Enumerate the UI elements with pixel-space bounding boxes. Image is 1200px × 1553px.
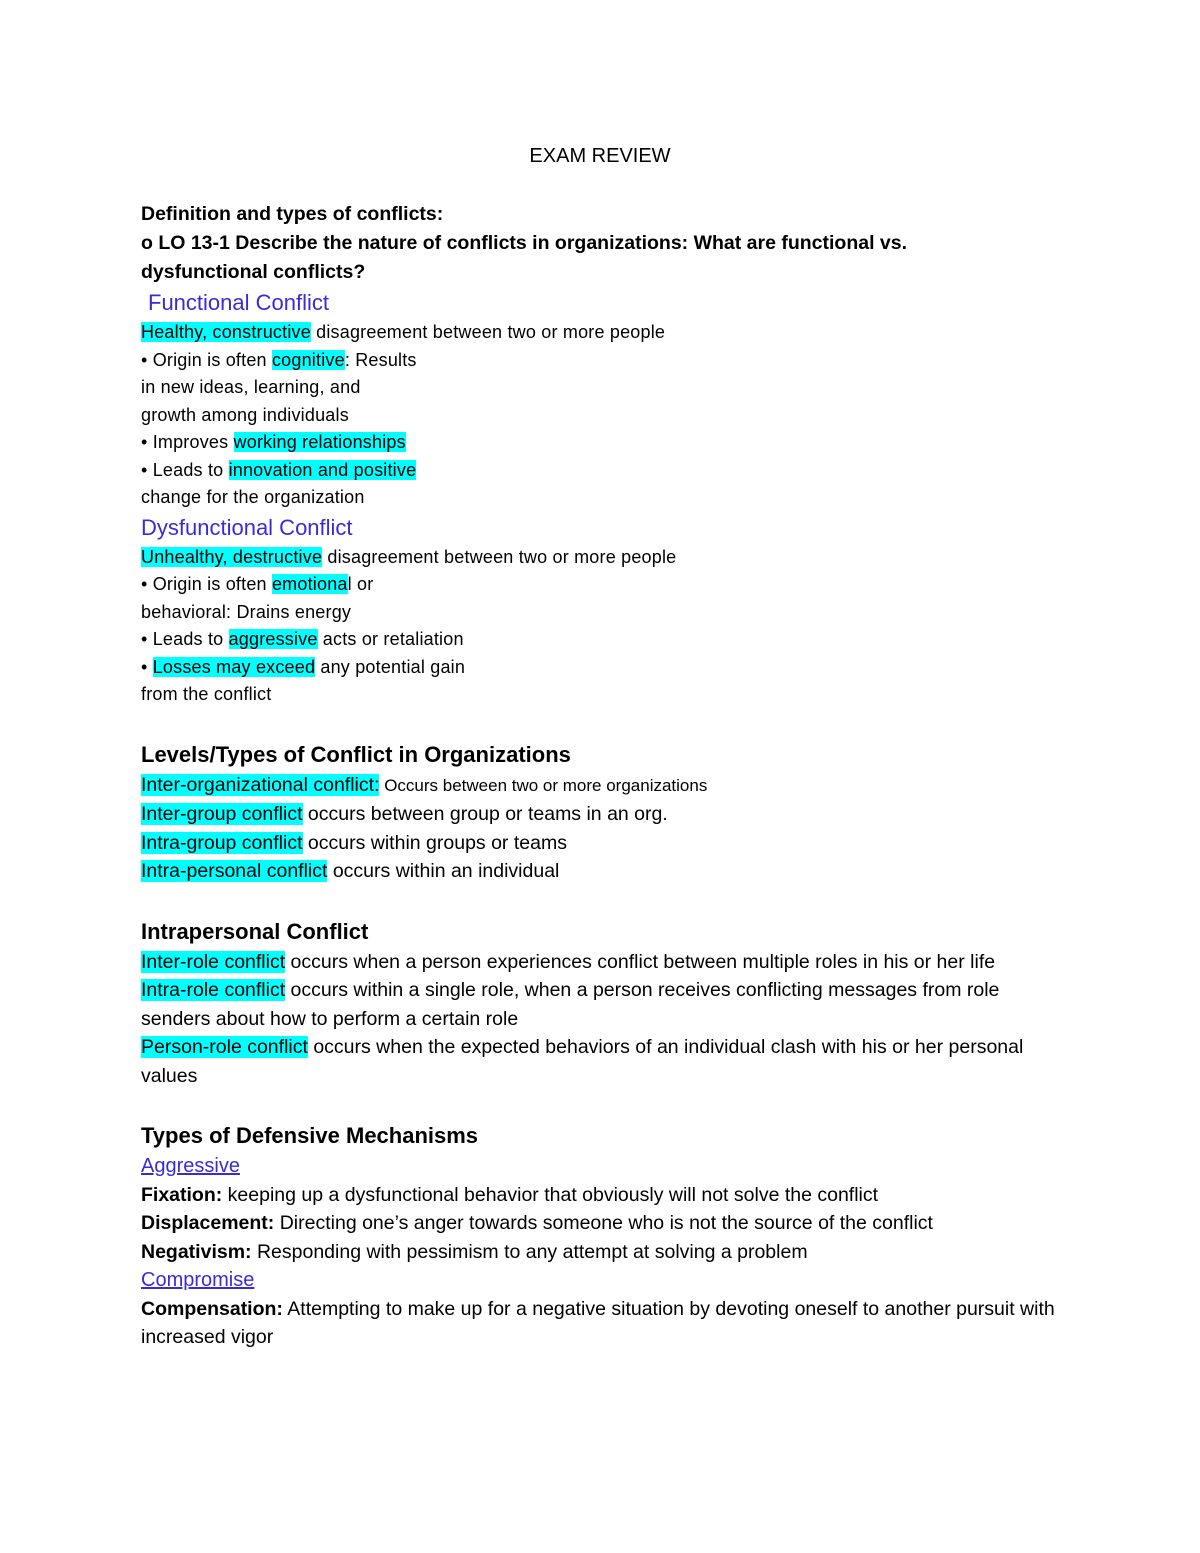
defense-item: Negativism: Responding with pessimism to any attempt at solving a problem — [141, 1240, 808, 1263]
highlight: aggressive — [228, 629, 318, 649]
learning-objective-line-1: o LO 13-1 Describe the nature of conflicts in organizations: What are functional vs. — [141, 232, 908, 254]
highlight: Unhealthy, destructive — [141, 546, 323, 567]
functional-definition: Healthy, constructive disagreement between two or more people — [141, 322, 666, 342]
functional-bullet-origin: • Origin is often cognitive: Results — [141, 349, 417, 370]
functional-bullet-leads: • Leads to innovation and positive — [141, 459, 417, 480]
highlight: Losses may exceed — [152, 656, 316, 677]
functional-bullet-origin-cont-2: growth among individuals — [141, 404, 349, 425]
intrapersonal-item: Person-role conflict occurs when the expected behaviors of an individual clash with his or her personal values — [141, 1036, 1024, 1087]
dysfunctional-bullet-losses: • Losses may exceed any potential gain — [141, 656, 466, 677]
functional-bullet-improves: • Improves working relationships — [141, 432, 406, 452]
functional-bullet-origin-cont-1: in new ideas, learning, and — [141, 377, 361, 397]
level-item: Intra-personal conflict occurs within an individual — [141, 860, 560, 882]
functional-conflict-heading: Functional Conflict — [148, 290, 329, 315]
intro-heading: Definition and types of conflicts: — [141, 203, 444, 225]
learning-objective-line-2: dysfunctional conflicts? — [141, 261, 366, 283]
functional-bullet-leads-cont: change for the organization — [141, 487, 365, 507]
document-body — [141, 200, 1071, 1352]
dysfunctional-bullet-losses-cont: from the conflict — [141, 684, 272, 704]
intrapersonal-item: Inter-role conflict occurs when a person experiences conflict between multiple roles in his or her life — [141, 950, 996, 973]
dysfunctional-bullet-origin: • Origin is often emotional or — [141, 574, 374, 594]
highlight: Inter-group conflict — [141, 803, 303, 825]
compromise-link[interactable]: Compromise — [141, 1269, 255, 1291]
level-item: Inter-group conflict occurs between group or teams in an org. — [141, 803, 668, 825]
defense-item: Compensation: Attempting to make up for a negative situation by devoting oneself to another pursuit with increased vigor — [141, 1297, 1055, 1348]
highlight: Inter-organizational conflict: — [141, 773, 380, 796]
highlight: Intra-personal conflict — [141, 860, 328, 882]
highlight: Intra-group conflict — [141, 831, 303, 854]
defensive-heading: Types of Defensive Mechanisms — [141, 1123, 479, 1148]
highlight: Person-role conflict — [141, 1036, 308, 1058]
highlight: emotiona — [271, 574, 348, 594]
compromise-link-line — [141, 1266, 1071, 1295]
highlight: Healthy, constructive — [141, 322, 311, 342]
highlight: working relationships — [233, 432, 406, 452]
level-item: Intra-group conflict occurs within groups or teams — [141, 831, 567, 854]
level-item: Inter-organizational conflict: Occurs between two or more organizations — [141, 773, 708, 796]
levels-heading: Levels/Types of Conflict in Organizations — [141, 741, 571, 767]
intrapersonal-heading: Intrapersonal Conflict — [141, 918, 369, 944]
dysfunctional-definition: Unhealthy, destructive disagreement between two or more people — [141, 546, 677, 567]
defense-item: Fixation: keeping up a dysfunctional behavior that obviously will not solve the conflict — [141, 1183, 879, 1206]
highlight: cognitive — [271, 349, 345, 370]
intrapersonal-item: Intra-role conflict occurs within a single role, when a person receives conflicting messages from role senders about how to perform a certain role — [141, 979, 1000, 1030]
highlight: Inter-role conflict — [141, 950, 286, 973]
dysfunctional-bullet-leads: • Leads to aggressive acts or retaliation — [141, 629, 464, 649]
highlight: innovation and positive — [228, 459, 417, 480]
highlight: Intra-role conflict — [141, 979, 286, 1001]
dysfunctional-conflict-heading: Dysfunctional Conflict — [141, 514, 353, 540]
dysfunctional-bullet-origin-cont: behavioral: Drains energy — [141, 601, 352, 622]
aggressive-link-line — [141, 1152, 1071, 1181]
aggressive-link[interactable]: Aggressive — [141, 1155, 240, 1177]
defense-item: Displacement: Directing one’s anger towards someone who is not the source of the conflict — [141, 1212, 933, 1234]
page-title: EXAM REVIEW — [529, 145, 671, 167]
